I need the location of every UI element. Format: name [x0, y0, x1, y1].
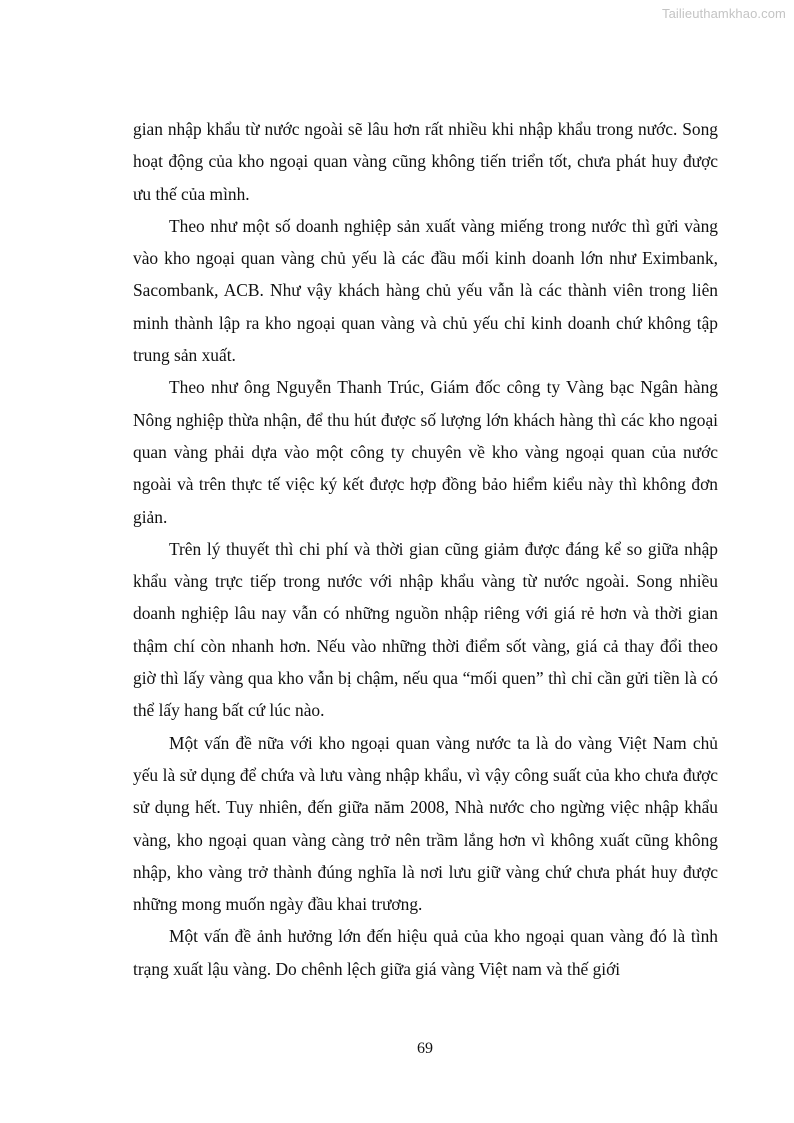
paragraph-3: Theo như ông Nguyễn Thanh Trúc, Giám đốc công ty Vàng bạc Ngân hàng Nông nghiệp thừa nhận, để thu hút được số lượng lớn khách hàng thì các kho ngoại quan vàng phải dựa vào một công ty chuyên về kho vàng ngoại quan của nước ngoài và trên thực tế việc ký kết được hợp đồng bảo hiểm kiểu này thì không đơn giản. [133, 377, 718, 527]
page-number: 69 [417, 1040, 433, 1057]
watermark: Tailieuthamkhao.com [661, 6, 786, 21]
document-body [133, 113, 718, 985]
paragraph-2: Theo như một số doanh nghiệp sản xuất vàng miếng trong nước thì gửi vàng vào kho ngoại quan vàng chủ yếu là các đầu mối kinh doanh lớn như Eximbank, Sacombank, ACB. Như vậy khách hàng chủ yếu vẫn là các thành viên trong liên minh thành lập ra kho ngoại quan vàng và chủ yếu chỉ kinh doanh chứ không tập trung sản xuất. [133, 215, 718, 366]
paragraph-5: Một vấn đề nữa với kho ngoại quan vàng nước ta là do vàng Việt Nam chủ yếu là sử dụng để chứa và lưu vàng nhập khẩu, vì vậy công suất của kho chưa được sử dụng hết. Tuy nhiên, đến giữa năm 2008, Nhà nước cho ngừng việc nhập khẩu vàng, kho ngoại quan vàng càng trở nên trầm lắng hơn vì không xuất cũng không nhập, kho vàng trở thành đúng nghĩa là nơi lưu giữ vàng chứ chưa phát huy được những mong muốn ngày đầu khai trương. [133, 732, 718, 915]
paragraph-4: Trên lý thuyết thì chi phí và thời gian cũng giảm được đáng kể so giữa nhập khẩu vàng trực tiếp trong nước với nhập khẩu vàng từ nước ngoài. Song nhiều doanh nghiệp lâu nay vẫn có những nguồn nhập riêng với giá rẻ hơn và thời gian thậm chí còn nhanh hơn. Nếu vào những thời điểm sốt vàng, giá cả thay đổi theo giờ thì lấy vàng qua kho vẫn bị chậm, nếu qua “mối quen” thì chỉ cần gửi tiền là có thể lấy hang bất cứ lúc nào. [133, 538, 718, 721]
paragraph-1: gian nhập khẩu từ nước ngoài sẽ lâu hơn rất nhiều khi nhập khẩu trong nước. Song hoạt động của kho ngoại quan vàng cũng không tiến triển tốt, chưa phát huy được ưu thế của mình. [133, 119, 718, 204]
paragraph-6: Một vấn đề ảnh hưởng lớn đến hiệu quả của kho ngoại quan vàng đó là tình trạng xuất lậu vàng. Do chênh lệch giữa giá vàng Việt nam và thế giới [133, 926, 718, 979]
